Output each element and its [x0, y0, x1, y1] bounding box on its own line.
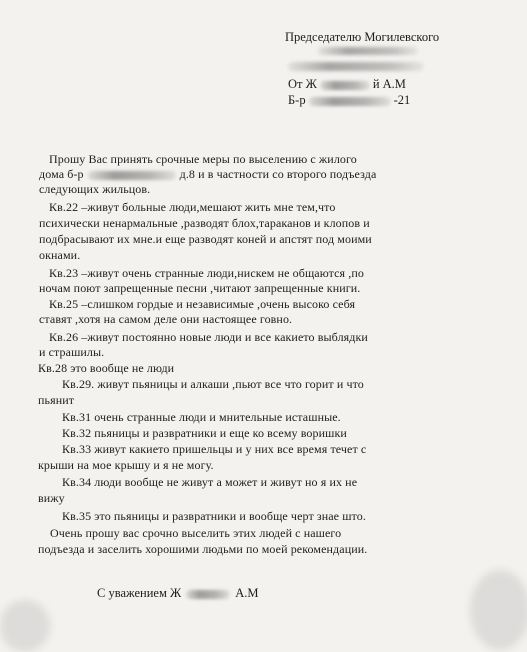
addressee-line-1	[285, 29, 439, 45]
body-line	[39, 167, 376, 181]
redacted-sender-name	[320, 81, 370, 90]
body-line: вижу	[38, 491, 65, 505]
body-line: Кв.22 –живут больные люди,мешают жить мне тем,что	[49, 200, 336, 214]
house-text: д.8 и в частности со второго подъезда	[179, 167, 377, 181]
sender-address-prefix: Б-р	[288, 93, 306, 107]
body-line: Прошу Вас принять срочные меры по выселению с жилого	[49, 152, 357, 166]
body-line: Кв.28 это вообще не люди	[38, 361, 175, 375]
sender-suffix: й А.М	[372, 77, 406, 91]
body-line: крыши на мое крышу и я не могу.	[38, 458, 214, 472]
body-line: подъезда и заселить хорошими людьми по моей рекомендации.	[38, 542, 368, 556]
redacted-addressee-name	[318, 47, 418, 55]
closing-line	[97, 585, 258, 601]
sender-address-line	[288, 92, 410, 108]
body-line: подбрасывают их мне.и еще разводят коней и апстят под моими	[39, 232, 372, 246]
sender-prefix: От Ж	[288, 77, 317, 91]
body-line: Кв.25 –слишком гордые и независимые ,очень высоко себя	[49, 297, 356, 311]
closing-suffix: А.М	[235, 586, 259, 600]
body-line: и страшилы.	[39, 345, 105, 359]
closing-prefix: С уважением Ж	[97, 586, 182, 600]
body-line: Кв.34 люди вообще не живут а может и живут но я их не	[62, 475, 358, 489]
body-line: Кв.26 –живут постоянно новые люди и все какието выблядки	[49, 330, 368, 344]
redacted-addressee-org	[288, 62, 424, 71]
body-line: психически ненармальные ,разводят блох,тараканов и клопов и	[39, 216, 370, 230]
body-line: ночам поют запрещенные песни ,читают запрещенные книги.	[39, 281, 361, 295]
body-line: следующих жильцов.	[39, 182, 151, 196]
scan-smudge	[470, 570, 527, 650]
addressee-title: Председателю Могилевского	[285, 30, 440, 44]
body-line: Очень прошу вас срочно выселить этих людей с нашего	[50, 526, 342, 540]
body-line: Кв.33 живут какието пришельцы и у них все время течет с	[62, 442, 367, 456]
sender-address-suffix: -21	[393, 93, 411, 107]
body-line: Кв.23 –живут очень странные люди,нискем не общаются ,по	[49, 266, 364, 280]
scan-smudge	[0, 600, 50, 652]
body-line: пьянит	[38, 393, 75, 407]
body-line: Кв.29. живут пьяницы и алкаши ,пьют все что горит и что	[62, 377, 364, 391]
redacted-sender-address	[309, 97, 391, 106]
sender-line	[288, 76, 406, 92]
body-line: окнами.	[39, 248, 81, 262]
street-label: дома б-р	[39, 167, 84, 181]
body-line: Кв.32 пьяницы и развратники и еще ко всему воришки	[62, 426, 347, 440]
body-line: Кв.35 это пьяницы и развратники и вообще черт знае што.	[62, 509, 366, 523]
redacted-street	[88, 171, 176, 180]
redacted-closing-name	[186, 590, 230, 599]
body-line: Кв.31 очень странные люди и мнительные исташные.	[62, 410, 341, 424]
body-line: ставят ,хотя на самом деле они настоящее говно.	[39, 312, 293, 326]
